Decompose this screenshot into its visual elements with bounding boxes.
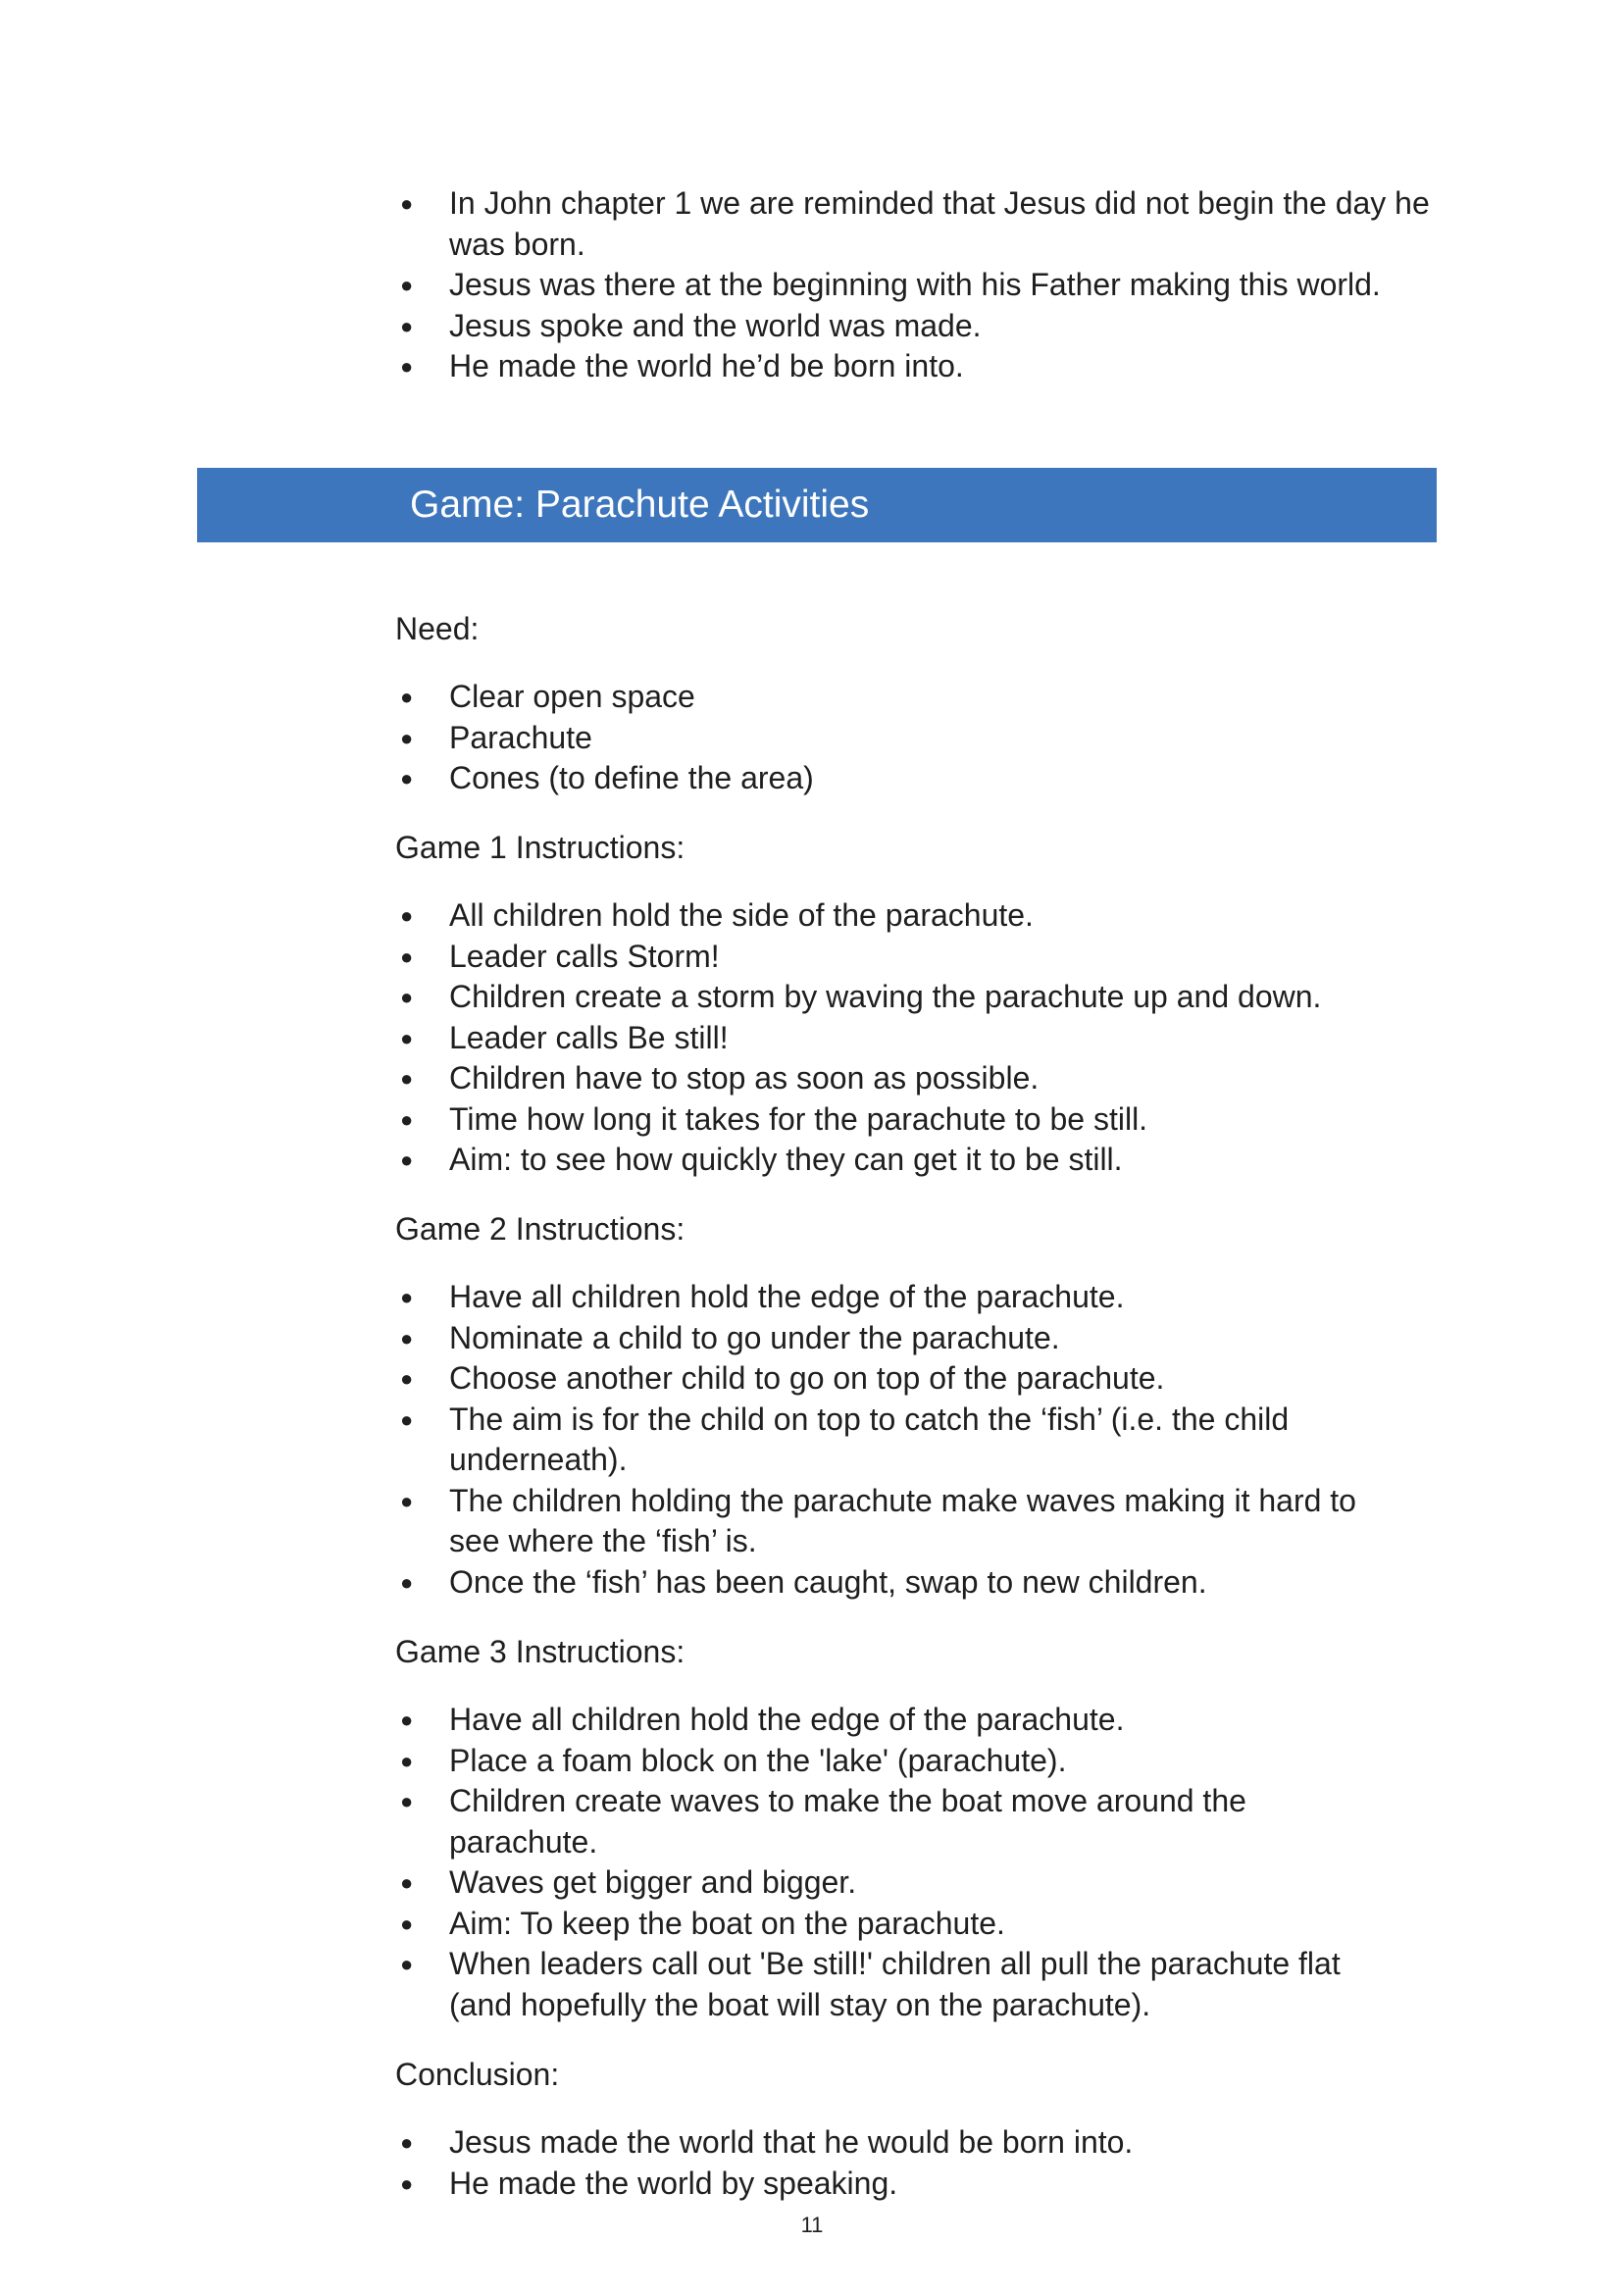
intro-bullet-list bbox=[449, 183, 1440, 387]
game2-bullet-list bbox=[449, 1277, 1400, 1603]
list-item: ● Leader calls Be still! bbox=[449, 1018, 1440, 1059]
list-item: ● Jesus spoke and the world was made. bbox=[449, 306, 1440, 347]
list-item: ● Once the ‘fish’ has been caught, swap to new children. bbox=[449, 1562, 1400, 1604]
list-item: ● Children have to stop as soon as possible. bbox=[449, 1058, 1440, 1099]
game2-label: Game 2 Instructions: bbox=[395, 1211, 685, 1247]
list-item: ● Have all children hold the edge of the parachute. bbox=[449, 1277, 1400, 1318]
game3-bullet-list bbox=[449, 1700, 1371, 2025]
list-item: ● In John chapter 1 we are reminded that Jesus did not begin the day he was born. bbox=[449, 183, 1440, 265]
list-item: ● Place a foam block on the 'lake' (parachute). bbox=[449, 1741, 1371, 1782]
game3-label: Game 3 Instructions: bbox=[395, 1634, 685, 1669]
section-title: Game: Parachute Activities bbox=[410, 484, 870, 526]
conclusion-bullet-list bbox=[449, 2122, 1440, 2204]
list-item: ● Have all children hold the edge of the parachute. bbox=[449, 1700, 1371, 1741]
section-banner bbox=[197, 468, 1437, 542]
need-label: Need: bbox=[395, 611, 480, 646]
list-item: ● Choose another child to go on top of the parachute. bbox=[449, 1358, 1400, 1400]
list-item: ● Jesus made the world that he would be born into. bbox=[449, 2122, 1440, 2164]
list-item: ● The children holding the parachute make waves making it hard to see where the ‘fish’ is. bbox=[449, 1481, 1400, 1562]
list-item: ● He made the world by speaking. bbox=[449, 2164, 1440, 2205]
list-item: ● Cones (to define the area) bbox=[449, 758, 1440, 799]
page-number: 11 bbox=[800, 2213, 824, 2237]
list-item: ● Waves get bigger and bigger. bbox=[449, 1862, 1371, 1904]
conclusion-label: Conclusion: bbox=[395, 2057, 560, 2092]
list-item: ● Jesus was there at the beginning with his Father making this world. bbox=[449, 265, 1440, 306]
list-item: ● Children create waves to make the boat move around the parachute. bbox=[449, 1781, 1371, 1862]
list-item: ● All children hold the side of the parachute. bbox=[449, 895, 1440, 937]
list-item: ● When leaders call out 'Be still!' children all pull the parachute flat (and hopefully the boat will stay on the parachute). bbox=[449, 1944, 1371, 2025]
game1-bullet-list bbox=[449, 895, 1440, 1181]
list-item: ● He made the world he’d be born into. bbox=[449, 346, 1440, 387]
list-item: ● Aim: To keep the boat on the parachute. bbox=[449, 1904, 1371, 1945]
list-item: ● Nominate a child to go under the parachute. bbox=[449, 1318, 1400, 1359]
list-item: ● Leader calls Storm! bbox=[449, 937, 1440, 978]
game1-label: Game 1 Instructions: bbox=[395, 830, 685, 865]
list-item: ● Aim: to see how quickly they can get it to be still. bbox=[449, 1140, 1440, 1181]
list-item: ● Children create a storm by waving the parachute up and down. bbox=[449, 977, 1440, 1018]
list-item: ● The aim is for the child on top to catch the ‘fish’ (i.e. the child underneath). bbox=[449, 1400, 1400, 1481]
list-item: ● Parachute bbox=[449, 718, 1440, 759]
list-item: ● Clear open space bbox=[449, 677, 1440, 718]
list-item: ● Time how long it takes for the parachute to be still. bbox=[449, 1099, 1440, 1141]
need-bullet-list bbox=[449, 677, 1440, 799]
